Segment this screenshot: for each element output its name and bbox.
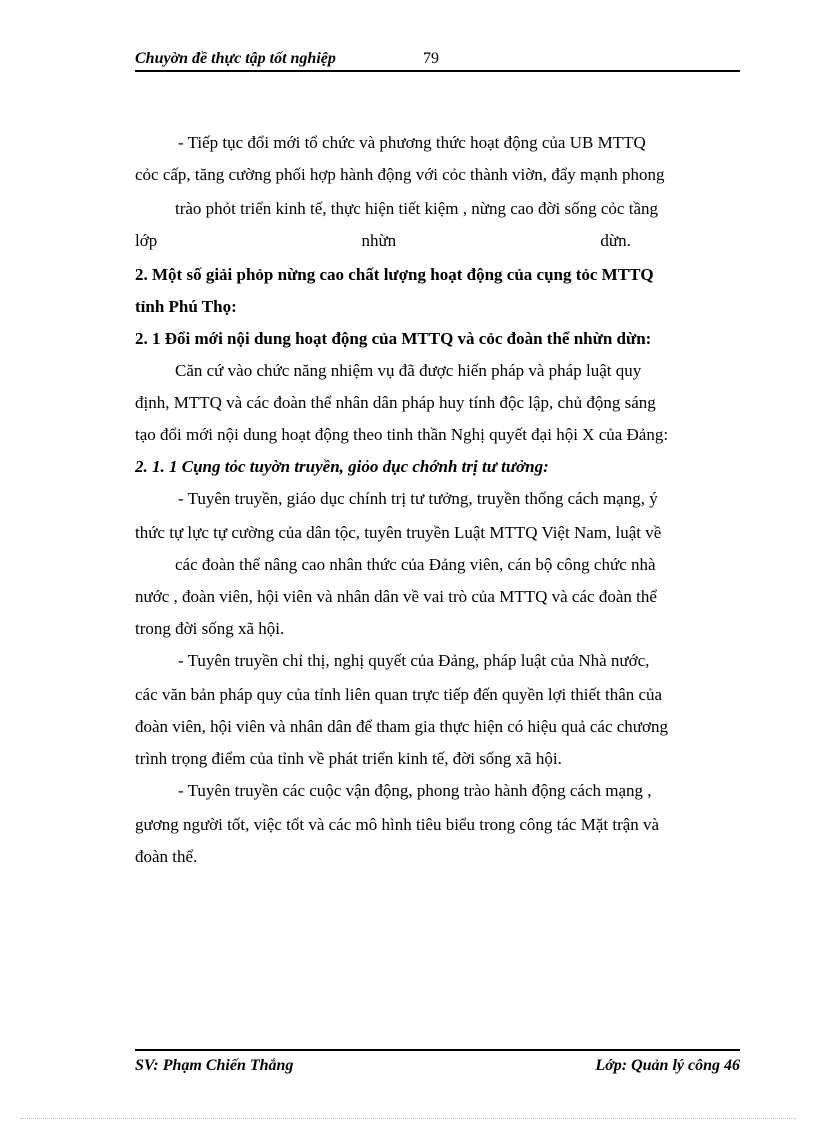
text-line: - Tuyên truyền các cuộc vận động, phong trào hành động cách mạng , bbox=[178, 781, 652, 800]
text-line: tạo đổi mới nội dung hoạt động theo tinh thần Nghị quyết đại hội X của Đảng: bbox=[135, 425, 669, 444]
text-line: - Tuyên truyền, giáo dục chính trị tư tưởng, truyền thống cách mạng, ý bbox=[178, 489, 658, 508]
text-line: trào phỏt triển kinh tế, thực hiện tiết kiệm , nừng cao đời sống cỏc tầng bbox=[175, 199, 658, 218]
subsection-heading: 2. 1 Đổi mới nội dung hoạt động của MTTQ và cỏc đoàn thể nhừn dừn: bbox=[135, 329, 652, 348]
text-line: định, MTTQ và các đoàn thể nhân dân pháp huy tính độc lập, chủ động sáng bbox=[135, 393, 656, 412]
class-name: Lớp: Quản lý công 46 bbox=[595, 1057, 740, 1074]
text-line: đoàn viên, hội viên và nhân dân để tham gia thực hiện có hiệu quả các chương bbox=[135, 717, 668, 736]
page-header bbox=[135, 48, 740, 72]
text-line: các văn bản pháp quy của tỉnh liên quan trực tiếp đến quyền lợi thiết thân của bbox=[135, 685, 663, 704]
text-line: đoàn thể. bbox=[135, 847, 198, 866]
text-line: - Tiếp tục đổi mới tổ chức và phương thức hoạt động của UB MTTQ bbox=[178, 133, 646, 152]
student-name: SV: Phạm Chiến Thắng bbox=[135, 1057, 294, 1074]
page-footer bbox=[135, 1049, 740, 1077]
page-bottom-divider bbox=[20, 1118, 796, 1119]
text-line: gương người tốt, việc tốt và các mô hình tiêu biểu trong công tác Mặt trận và bbox=[135, 815, 660, 834]
text-line: nước , đoàn viên, hội viên và nhân dân về vai trò của MTTQ và các đoàn thể bbox=[135, 587, 657, 606]
text-line: các đoàn thể nâng cao nhân thức của Đảng viên, cán bộ công chức nhà bbox=[175, 555, 656, 574]
subsubsection-heading: 2. 1. 1 Cụng tỏc tuyờn truyền, giỏo dục chớnh trị tư tưởng: bbox=[135, 457, 549, 476]
section-heading: 2. Một số giải phỏp nừng cao chất lượng hoạt động của cụng tỏc MTTQ bbox=[135, 265, 654, 284]
text-line: - Tuyên truyền chỉ thị, nghị quyết của Đảng, pháp luật của Nhà nước, bbox=[178, 651, 650, 670]
section-heading: tỉnh Phú Thọ: bbox=[135, 297, 237, 316]
text-line: cỏc cấp, tăng cường phối hợp hành động với cỏc thành viờn, đẩy mạnh phong bbox=[135, 165, 665, 184]
page-number: 79 bbox=[423, 50, 439, 67]
text-line: trình trọng điểm của tỉnh về phát triển kinh tế, đời sống xã hội. bbox=[135, 749, 562, 768]
text-line: trong đời sống xã hội. bbox=[135, 619, 285, 638]
text-line: Căn cứ vào chức năng nhiệm vụ đã được hiến pháp và pháp luật quy bbox=[175, 361, 642, 380]
document-title: Chuyờn đề thực tập tốt nghiệp bbox=[135, 50, 336, 67]
text-line: thức tự lực tự cường của dân tộc, tuyên truyền Luật MTTQ Việt Nam, luật về bbox=[135, 523, 662, 542]
text-line: lớp nhừn dừn. bbox=[135, 231, 631, 250]
